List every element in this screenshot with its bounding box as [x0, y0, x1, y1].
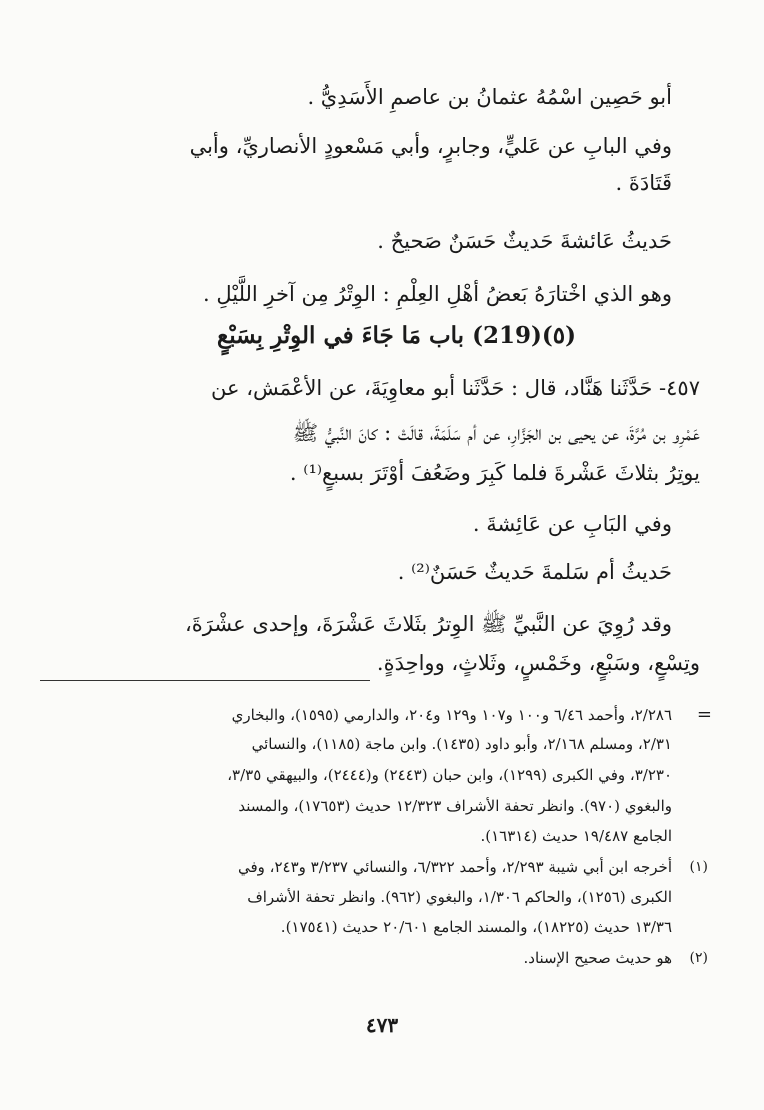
chapter-ref-line-2: قَتَادَةَ .: [615, 171, 672, 195]
narrator-note: أبو حَصِين اسْمُهُ عثمانُ بن عاصمِ الأَسَدِيُّ .: [307, 85, 672, 109]
hadith-grade-umm-salama: حَديثُ أم سَلمةَ حَديثٌ حَسَنٌ⁽²⁾ .: [397, 560, 672, 584]
footnote-1-line-3: ١٣/٣٦ حديث (١٨٢٢٥)، والمسند الجامع ٢٠/٦٠١ حديث (١٧٥٤١).: [280, 918, 672, 936]
footnote-1-marker: (١): [689, 859, 708, 875]
footnote-separator: [40, 680, 370, 681]
chapter-ref-line-1: وفي البابِ عن عَليٍّ، وجابرٍ، وأبي مَسْعودٍ الأنصاريِّ، وأبي: [189, 134, 672, 158]
hadith-text-line-1: ٤٥٧- حَدَّثَنا هَنَّاد، قال : حَدَّثَنا أبو معاوِيَةَ، عن الأعْمَش، عن: [211, 376, 700, 400]
footnote-continuation-marker: =: [696, 704, 712, 725]
footnote-cont-line-3: ٣/٢٣٠، وفي الكبرى (١٢٩٩)، وابن حبان (٢٤٤٣) و(٢٤٤٤)، والبيهقي ٣/٣٥،: [227, 766, 672, 784]
hadith-grade: حَديثُ عَائشةَ حَديثٌ حَسَنٌ صَحيحٌ .: [377, 229, 672, 253]
page-number: ٤٧٣: [365, 1013, 399, 1037]
footnote-1-line-2: الكبرى (١٢٥٦)، والحاكم ١/٣٠٦، والبغوي (٩٦٢). وانظر تحفة الأشراف: [247, 888, 672, 906]
chapter-heading: (٥)(219) باب مَا جَاءَ في الوِتْرِ بِسَبْعٍ: [216, 322, 576, 349]
narrations-line-1: وقد رُوِيَ عن النَّبيِّ ﷺ الوِترُ بثَلاثَ عَشْرَةَ، وإحدى عشْرَةَ،: [185, 612, 672, 636]
footnote-2-marker: (٢): [689, 950, 708, 966]
footnote-cont-line-4: والبغوي (٩٧٠). وانظر تحفة الأشراف ١٢/٣٢٣ حديث (١٧٦٥٣)، والمسند: [238, 797, 672, 815]
scholar-opinion: وهو الذي اخْتارَهُ بَعضُ أهْلِ العِلْمِ : الوِتْرُ مِن آخرِ اللَّيْلِ .: [202, 282, 672, 306]
footnote-2-text: هو حديث صحيح الإسناد.: [523, 949, 672, 967]
hadith-text-line-2: عَمْرِو بن مُرَّةَ، عن يحيى بن الجَزَّارِ، عن أم سَلَمَةَ، قالَتْ : كانَ النَّبيُّ ﷺ: [292, 421, 700, 445]
hadith-text-line-3: يوتِرُ بثلاثَ عَشْرةَ فلما كَبِرَ وضَعُفَ أوْتَرَ بسبعٍ⁽¹⁾ .: [289, 461, 700, 485]
footnote-cont-line-2: ٢/٣١، ومسلم ٢/١٦٨، وأبو داود (١٤٣٥). وابن ماجة (١١٨٥)، والنسائي: [251, 735, 672, 753]
footnote-cont-line-1: ٢/٢٨٦، وأحمد ٦/٤٦ و١٠٠ و١٠٧ و١٢٩ و٢٠٤، والدارمي (١٥٩٥)، والبخاري: [231, 706, 672, 724]
footnote-cont-line-5: الجامع ١٩/٤٨٧ حديث (١٦٣١٤).: [480, 827, 672, 845]
narrations-line-2: وتِسْعٍ، وسَبْعٍ، وخَمْسٍ، وثَلاثٍ، وواحِدَةٍ.: [376, 651, 700, 675]
footnote-1-line-1: أخرجه ابن أبي شيبة ٢/٢٩٣، وأحمد ٦/٣٢٢، والنسائي ٣/٢٣٧ و٢٤٣، وفي: [237, 858, 672, 876]
chapter-ref-aisha: وفي البَابِ عن عَائِشةَ .: [472, 512, 672, 536]
